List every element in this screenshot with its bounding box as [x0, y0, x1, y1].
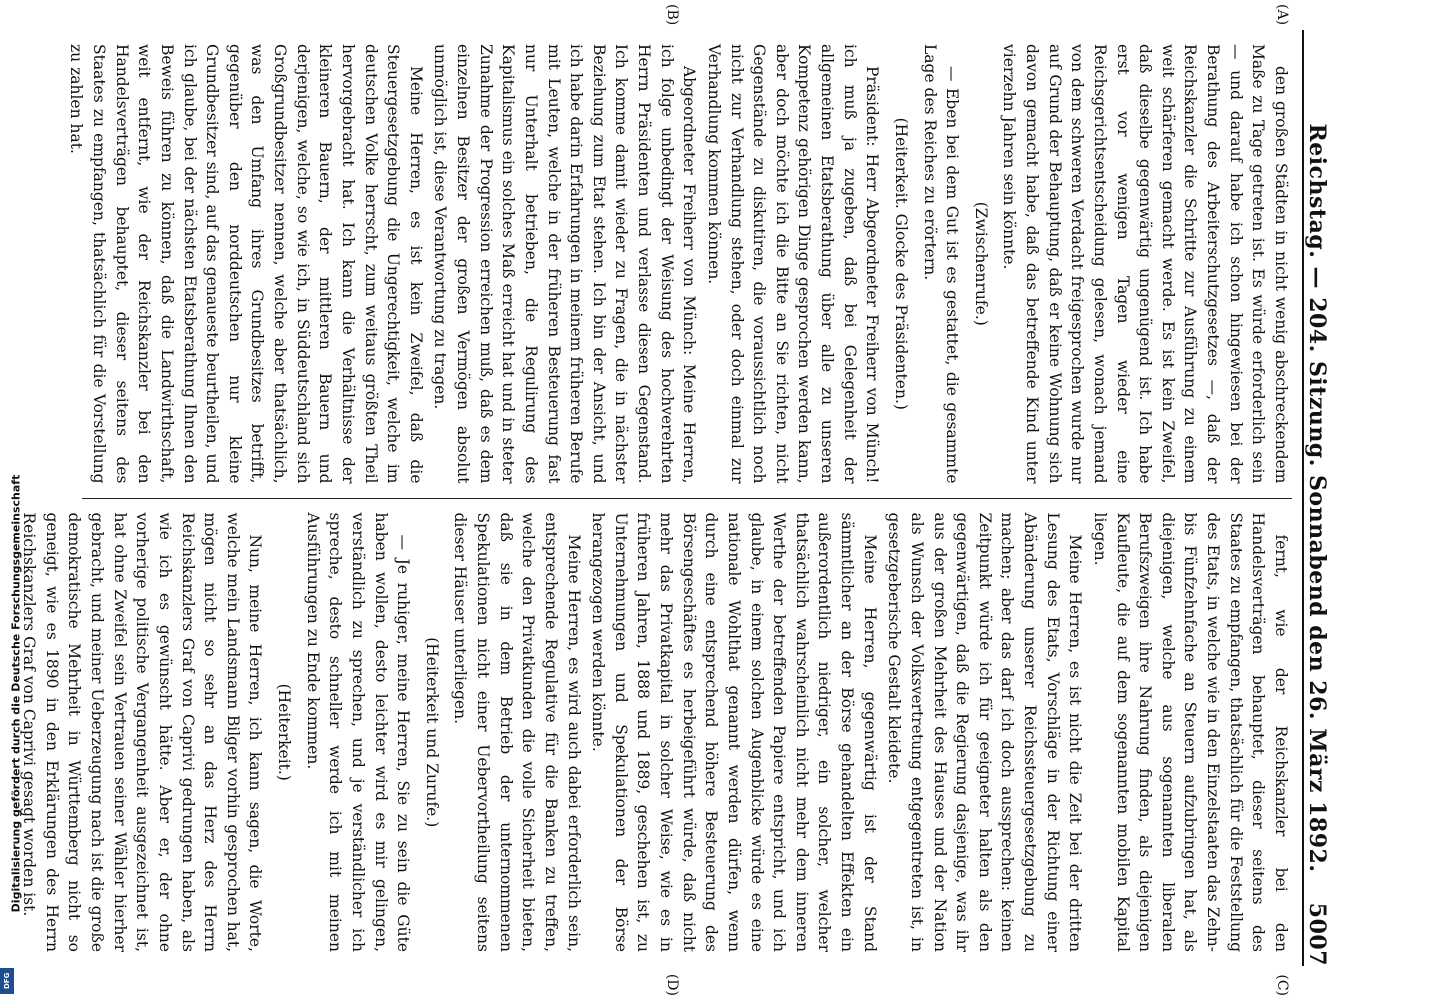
- marker-a: (A): [1274, 4, 1290, 26]
- paragraph: (Heiterkeit und Zurufe.): [422, 637, 441, 828]
- paragraph: — Je ruhiger, meine Herren, Sie zu sein die Güte haben wollen, desto leichter wird es mir gelingen, verständlich zu sprechen, und je verständlicher ich spreche, desto schneller werde ich mit meinen Ausführungen zu Ende kommen.: [303, 512, 413, 952]
- paragraph: Abgeordneter Freiherr von Münch: Meine Herren, ich folge unbedingt der Weisung des hochverehrten Herrn Präsidenten und verlasse diesen Gegenstand. Ich komme damit wieder zu Fragen, die in nächster Beziehung zum Etat stehen. Ich bin der Ansicht, und ich habe darin Erfahrungen in meinem früheren Berufe mit Leuten, welche in der früheren Besteuerung fast nur Unterhalt betrieben, die Regulirung des Kapitalismus ein solches Maß erreicht hat und in steter Zunahme der Progression erreichen muß, daß es dem einzelnen Besitzer der großen Vermögen absolut unmöglich ist, diese Verantwortung zu tragen.: [431, 44, 699, 484]
- paragraph: den großen Städten in nicht wenig abschreckendem Maße zu Tage getreten ist. Es würde erforderlich sein — und darauf habe ich schon hingewiesen bei der Berathung des Arbeiterschutzgesetzes —, daß der Reichskanzler die Schritte zur Ausführung zu einem weit schärferen gemacht werde. Es ist kein Zweifel, daß dieselbe gegenwärtig ungenügend ist. Ich habe erst vor wenigen Tagen wieder eine Reichsgerichtsentscheidung gelesen, wonach jemand von dem schweren Verdacht freigesprochen wurde nur auf Grund der Behauptung, daß er keine Wohnung sich davon gemacht habe, daß das betreffende Kind unter vierzehn Jahren sein könnte.: [1000, 44, 1290, 484]
- marker-c: (C): [1274, 974, 1290, 996]
- page-title: Reichstag. — 204. Sitzung. Sonnabend den 26. März 1892.: [1304, 123, 1330, 873]
- paragraph: Meine Herren, gegenwärtig ist der Stand sämmtlicher an der Börse gehandelten Effekten ein außerordentlich niedriger, ein solcher, welcher thatsächlich wahrscheinlich nicht mehr dem inneren Werthe der betreffenden Papiere entspricht, und ich glaube, in einem solchen Augenblicke würde es eine nationale Wohlthat genannt werden dürfen, wenn durch eine entsprechend höhere Besteuerung des Börsengeschäftes es herbeigeführt würde, daß nicht mehr das Privatkapital in solcher Weise, wie es in früheren Jahren, 1888 und 1889, geschehen ist, zu Unternehmungen und Spekulationen der Börse herangezogen werden könnte.: [589, 512, 879, 952]
- paragraph: (Heiterkeit. Glocke des Präsidenten.): [892, 117, 910, 410]
- paragraph: Präsident: Herr Abgeordneter Freiherr von Münch! ich muß ja zugeben, daß bei Gelegenheit der allgemeinen Etatsberathung über alle zu unseren Kompetenz gehörigen Dinge gesprochen werden kann, aber doch möchte ich die Bitte an Sie richten, nicht Gegenstände zu diskutiren, die voraussichtlich noch nicht zur Verhandlung stehen, oder doch einmal zur Verhandlung kommen können.: [705, 44, 882, 484]
- paragraph: Meine Herren, es wird auch dabei erforderlich sein, entsprechende Regulative für die Banken zu treffen, welche den Privatkunden die volle Sicherheit bieten, daß sie in dem Betrieb der unternommenen Spekulationen nicht einer Uebervortheilung seitens dieser Häuser unterliegen.: [451, 512, 583, 952]
- marker-d: (D): [664, 973, 680, 996]
- paragraph: Meine Herren, es ist kein Zweifel, daß die Steuergesetzgebung die Ungerechtigkeit, welche im deutschen Volke herrscht, zum weitaus größten Theil hervorgebracht hat. Ich kann die Verhältnisse der kleineren Bauern, der mittleren Bauern und derjenigen, welche, so wie ich, in Süddeutschland sich Großgrundbesitzer nennen, welche aber thatsächlich, was den Umfang ihres Grundbesitzes betrifft, gegenüber den norddeutschen nur kleine Grundbesitzer sind, auf das genaueste beurtheilen, und ich glaube, bei der nächsten Etatsberathung Ihnen den Beweis führen zu können, daß die Landwirthschaft, weit entfernt, wie der Reichskanzler bei den Handelsverträgen behauptet, dieser seitens des Staates zu empfangen, thatsächlich für die Vorstellung zu zahlen hat.: [67, 44, 425, 484]
- paragraph: (Zwischenrufe.): [971, 201, 990, 326]
- page-header: [1302, 30, 1344, 966]
- text-columns: [20, 4, 1292, 996]
- scanned-page: [20, 0, 1362, 1000]
- funding-note: Digitalisierung gefördert durch die Deutsche Forschungsgemeinschaft: [9, 474, 23, 913]
- paragraph: Meine Herren, es ist nicht die Zeit bei der dritten Lesung des Etats, Vorschläge in der Richtung einer Abänderung unserer Reichssteuergesetzgebung zu machen; aber das darf ich doch aussprechen: keinen Zeitpunkt würde ich für geeigneter halten als den gegenwärtigen, daß die Regierung dasjenige, was ihr aus der großen Mehrheit des Hauses und der Nation als Wunsch der Volksvertretung entgegentreten ist, in gesetzgeberische Gestalt kleidete.: [885, 512, 1085, 952]
- left-column: [67, 4, 1292, 499]
- page-number: 5007: [1304, 902, 1330, 966]
- paragraph: — Eben bei dem Gut ist es gestattet, die gesammte Lage des Reiches zu erörtern.: [920, 44, 962, 484]
- dfg-logo-icon: DFG: [0, 968, 14, 994]
- right-column: [20, 499, 1292, 996]
- paragraph: Nun, meine Herren, ich kann sagen, die Worte, welche mein Landsmann Bilger vorhin gesprochen hat, mögen nicht so sehr an das Herz des Herrn Reichskanzlers Graf von Caprivi gedrungen haben, als wie ich es gewünscht hätte. Aber er, der ohne vorherige politische Vergangenheit ausgezeichnet ist, hat ohne Zweifel sein Vertrauen seiner Wähler hierher gebracht, und meiner Ueberzeugung nach ist die große demokratische Mehrheit in Württemberg nicht so geneigt, wie es 1890 in den Erklärungen des Herrn Reichskanzlers Graf von Caprivi gesagt worden ist.: [20, 512, 265, 952]
- marker-b: (B): [664, 4, 680, 26]
- paragraph: fernt, wie der Reichskanzler bei den Handelsverträgen behauptet, dieser seitens des Staates zu empfangen, thatsächlich für die Feststellung des Etats, in welche wie in den Einzelstaaten das Zehn- bis Fünfzehnfache an Steuern aufzubringen hat, als diejenigen, welche aus sogenannten liberalen Berufszweigen ihre Nahrung finden, als diejenigen Kaufleute, die auf dem sogenannten mobilen Kapital liegen.: [1091, 512, 1290, 952]
- paragraph: (Heiterkeit.): [275, 683, 294, 781]
